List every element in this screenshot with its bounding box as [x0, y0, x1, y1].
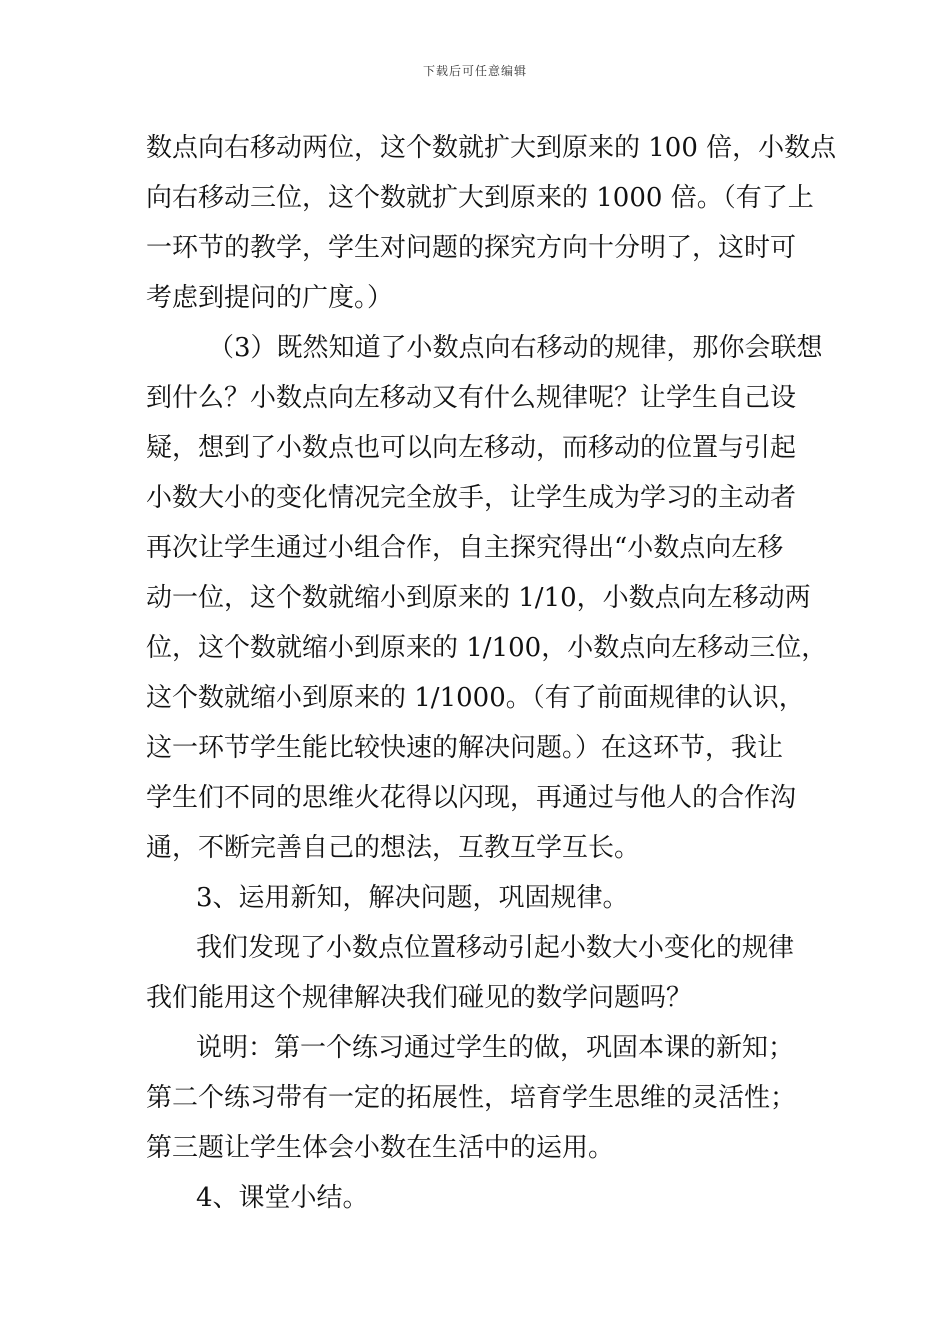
- paragraph-line: （3）既然知道了小数点向右移动的规律，那你会联想: [208, 333, 823, 363]
- paragraph-line: 我们能用这个规律解决我们碰见的数学问题吗？: [146, 983, 693, 1013]
- paragraph-line: 说明：第一个练习通过学生的做，巩固本课的新知；: [196, 1033, 795, 1063]
- paragraph-line: 小数大小的变化情况完全放手，让学生成为学习的主动者: [146, 483, 797, 513]
- paragraph-line: 通，不断完善自己的想法，互教互学互长。: [146, 833, 641, 863]
- paragraph-line: 这个数就缩小到原来的 1/1000。（有了前面规律的认识，: [146, 683, 805, 713]
- section-heading: 4、课堂小结。: [196, 1183, 369, 1213]
- paragraph-line: 再次让学生通过小组合作，自主探究得出“小数点向左移: [146, 533, 784, 563]
- paragraph-line: 向右移动三位，这个数就扩大到原来的 1000 倍。（有了上: [146, 183, 814, 213]
- paragraph-line: 我们发现了小数点位置移动引起小数大小变化的规律: [196, 933, 795, 963]
- paragraph-line: 一环节的教学，学生对问题的探究方向十分明了，这时可: [146, 233, 797, 263]
- page-header: 下载后可任意编辑: [422, 64, 527, 78]
- paragraph-line: 第三题让学生体会小数在生活中的运用。: [146, 1133, 615, 1163]
- paragraph-line: 学生们不同的思维火花得以闪现，再通过与他人的合作沟: [146, 783, 797, 813]
- paragraph-line: 到什么？小数点向左移动又有什么规律呢？让学生自己设: [146, 383, 797, 413]
- paragraph-line: 考虑到提问的广度。）: [146, 283, 394, 313]
- paragraph-line: 第二个练习带有一定的拓展性，培育学生思维的灵活性；: [146, 1083, 797, 1113]
- paragraph-line: 位，这个数就缩小到原来的 1/100，小数点向左移动三位，: [146, 633, 828, 663]
- section-heading: 3、运用新知，解决问题，巩固规律。: [196, 883, 629, 913]
- paragraph-line: 动一位，这个数就缩小到原来的 1/10，小数点向左移动两: [146, 583, 811, 613]
- paragraph-line: 数点向右移动两位，这个数就扩大到原来的 100 倍，小数点: [146, 133, 837, 163]
- paragraph-line: 这一环节学生能比较快速的解决问题。）在这环节，我让: [146, 733, 784, 763]
- paragraph-line: 疑，想到了小数点也可以向左移动，而移动的位置与引起: [146, 433, 797, 463]
